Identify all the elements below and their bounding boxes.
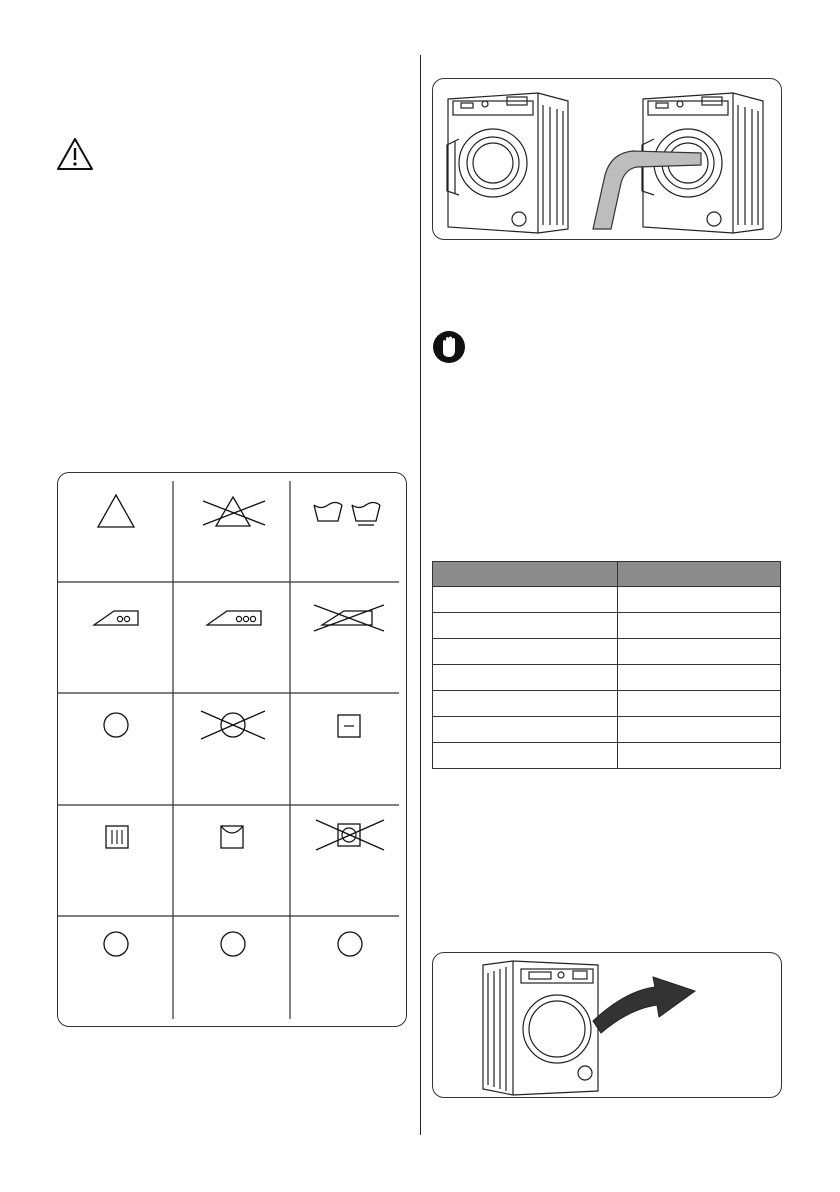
column-divider (420, 55, 421, 1135)
table-cell (618, 743, 781, 769)
table-cell (432, 665, 618, 691)
table-cell (432, 717, 618, 743)
dry-in-shade-icon (183, 814, 283, 914)
care-symbols-panel (57, 472, 407, 1027)
iron-medium-icon (66, 591, 166, 691)
table-cell (432, 691, 618, 717)
table-cell (432, 613, 618, 639)
table-cell (618, 691, 781, 717)
bleach-allowed-icon (66, 481, 166, 581)
table-cell (432, 743, 618, 769)
circle-symbol-icon (66, 924, 166, 1024)
warning-triangle-icon (55, 136, 95, 172)
table-header-row (432, 561, 781, 587)
iron-high-icon (183, 591, 283, 691)
do-not-bleach-icon (183, 481, 283, 581)
washing-machine-illustration (447, 93, 568, 233)
table-cell (618, 717, 781, 743)
table-cell (618, 665, 781, 691)
do-not-iron-icon (300, 591, 400, 691)
arrow-right-icon (593, 977, 695, 1033)
table-row (432, 691, 781, 717)
dry-clean-icon (66, 703, 166, 803)
circle-symbol-icon (300, 924, 400, 1024)
table-row (432, 613, 781, 639)
table-cell (618, 639, 781, 665)
stop-hand-icon (432, 330, 466, 364)
line-dry-icon (300, 703, 400, 803)
table-row (432, 665, 781, 691)
do-not-tumble-dry-icon (300, 814, 400, 914)
table-cell (432, 587, 618, 613)
do-not-dry-clean-icon (183, 703, 283, 803)
table-header-cell (432, 561, 618, 587)
table-row (432, 717, 781, 743)
table-cell (618, 587, 781, 613)
table-cell (432, 639, 618, 665)
table-row (432, 587, 781, 613)
drip-dry-icon (66, 814, 166, 914)
table-cell (618, 613, 781, 639)
circle-symbol-icon (183, 924, 283, 1024)
hand-wash-icon (300, 481, 400, 581)
door-open-figure (432, 78, 782, 240)
door-close-figure (432, 952, 782, 1098)
program-table (432, 561, 781, 769)
washing-machine-front-illustration (483, 961, 598, 1095)
table-row (432, 639, 781, 665)
table-header-cell (618, 561, 781, 587)
table-row (432, 743, 781, 769)
